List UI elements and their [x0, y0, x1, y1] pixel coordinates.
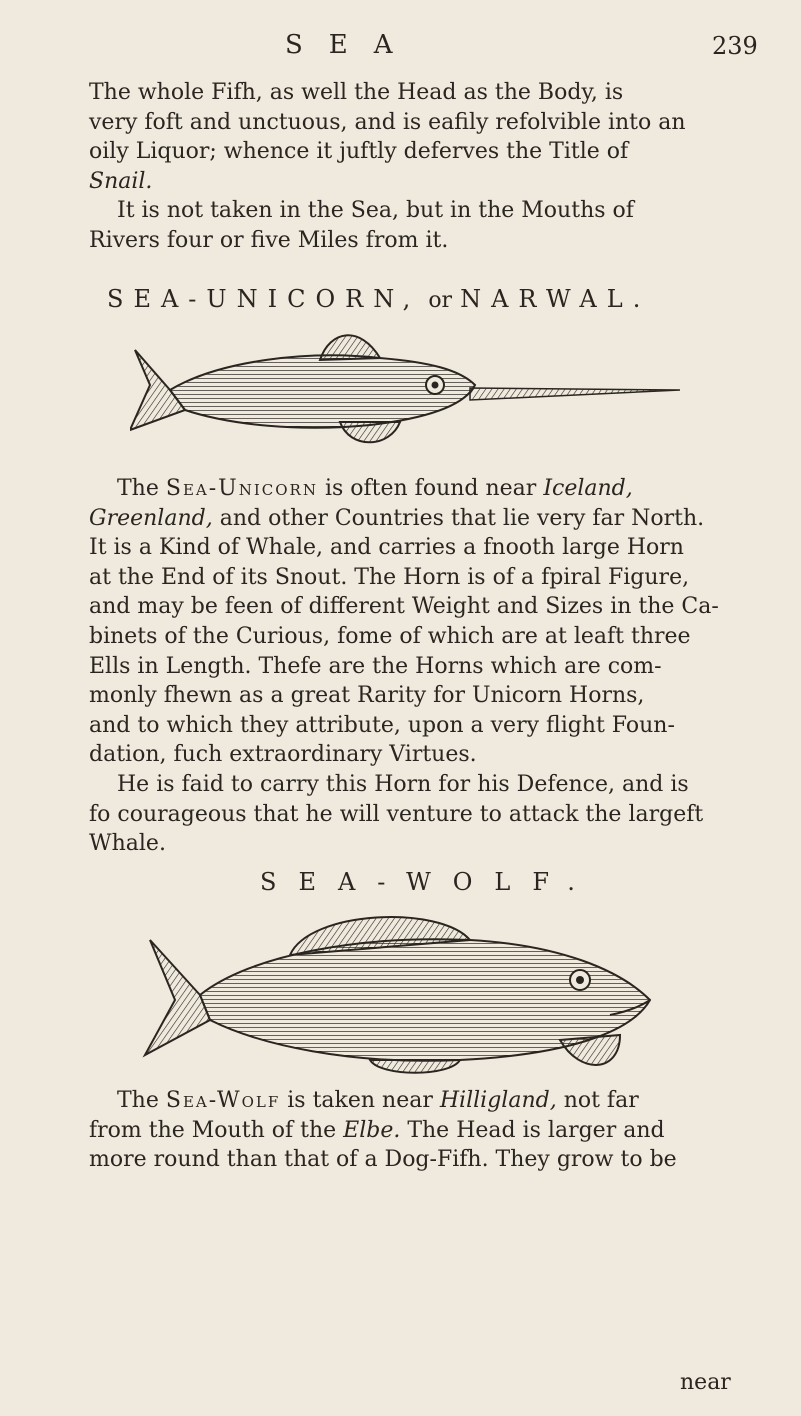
text-line: It is a Kind of Whale, and carries a fnooth large Horn — [89, 535, 684, 561]
wolf-paragraph — [89, 1086, 739, 1175]
text-fragment: The — [117, 476, 159, 501]
sea-unicorn-illustration — [130, 330, 690, 460]
page-number: 239 — [712, 32, 758, 60]
text-line: and may be feen of different Weight and Sizes in the Ca- — [89, 594, 719, 620]
place-name: Greenland, — [89, 505, 213, 531]
text-line: The whole Fifh, as well the Head as the Body, is — [89, 80, 624, 105]
place-name: Iceland, — [543, 476, 633, 501]
text-fragment: The — [117, 1088, 159, 1113]
unicorn-heading-right: NARWAL. — [460, 285, 651, 313]
text-line: monly fhewn as a great Rarity for Unicorn Horns, — [89, 683, 645, 709]
text-line: very foft and unctuous, and is eafily refolvible into an — [89, 109, 686, 135]
text-line: more round than that of a Dog-Fifh. They grow to be — [89, 1147, 677, 1173]
text-line: fo courageous that he will venture to attack the largeft — [89, 801, 704, 827]
text-fragment: is often found near — [324, 476, 537, 501]
text-line: binets of the Curious, fome of which are at leaft three — [89, 623, 691, 649]
text-fragment: not far — [563, 1088, 639, 1113]
text-fragment: is taken near — [287, 1088, 433, 1113]
text-line: It is not taken in the Sea, but in the Mouths of — [117, 198, 634, 224]
catchword: near — [680, 1370, 731, 1395]
place-name: Elbe. — [343, 1117, 401, 1143]
sea-wolf-illustration — [140, 915, 670, 1075]
place-name: Hilligland, — [439, 1088, 557, 1113]
wolf-heading: SEA-WOLF. — [260, 868, 597, 896]
text-fragment: The Head is larger and — [407, 1117, 665, 1143]
text-line: He is faid to carry this Horn for his Defence, and is — [117, 771, 689, 797]
text-line: Whale. — [89, 831, 166, 857]
snail-title: Snail. — [89, 168, 153, 194]
text-fragment: Sea-Unicorn — [165, 476, 318, 501]
unicorn-heading-left: SEA-UNICORN, — [107, 285, 421, 313]
text-fragment: from the Mouth of the — [89, 1117, 337, 1143]
text-line: oily Liquor; whence it juftly deferves the Title of — [89, 139, 629, 165]
text-line: Rivers four or five Miles from it. — [89, 227, 449, 253]
unicorn-paragraph — [89, 474, 739, 859]
unicorn-heading — [107, 285, 650, 313]
text-line: Ells in Length. Thefe are the Horns which are com- — [89, 653, 662, 679]
text-line: at the End of its Snout. The Horn is of a fpiral Figure, — [89, 564, 690, 590]
text-fragment: Sea-Wolf — [165, 1088, 281, 1113]
unicorn-heading-or: or — [428, 288, 453, 313]
snail-paragraph — [89, 78, 739, 256]
running-head: SEA — [285, 30, 419, 60]
text-line: dation, fuch extraordinary Virtues. — [89, 742, 477, 768]
text-fragment: and other Countries that lie very far North. — [219, 505, 705, 531]
text-line: and to which they attribute, upon a very flight Foun- — [89, 712, 675, 738]
